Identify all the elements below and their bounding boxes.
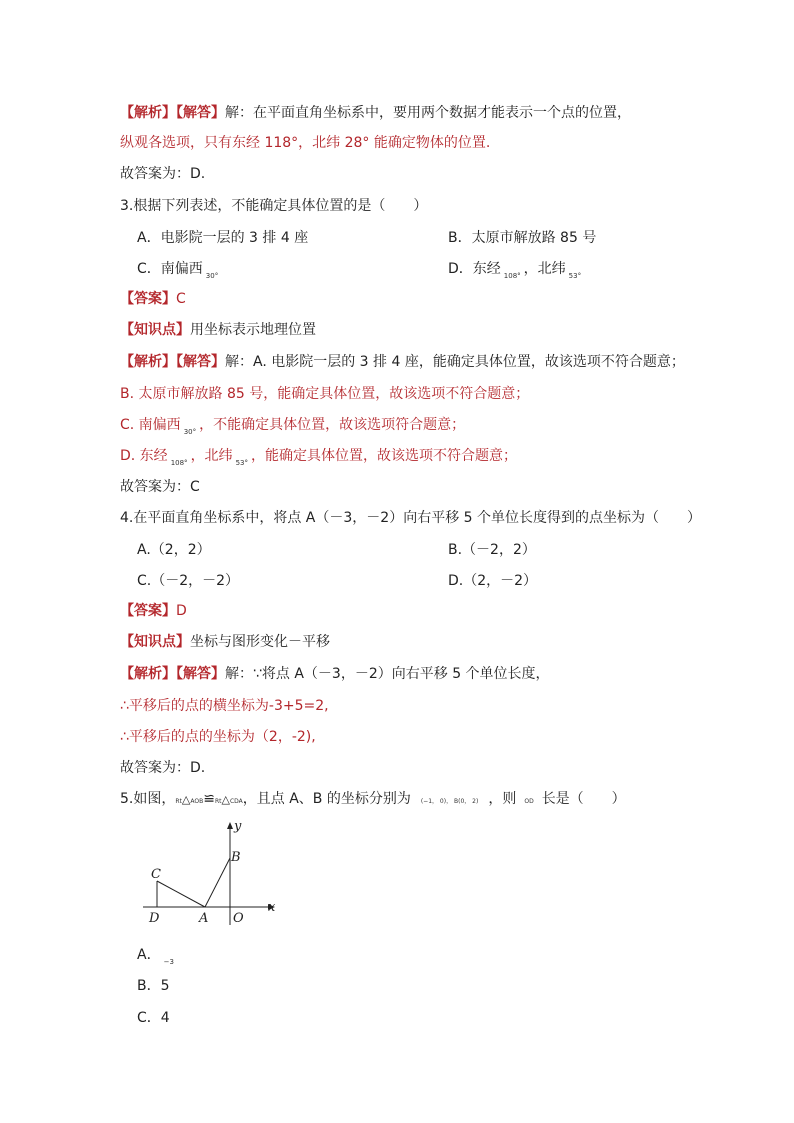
analysis-text: 解：在平面直角坐标系中，要用两个数据才能表示一个点的位置，: [225, 105, 631, 121]
point-c-label: C: [151, 867, 161, 882]
q2-final-answer: 故答案为：D.: [120, 166, 206, 182]
analysis-tag: 【解析】【解答】: [120, 105, 225, 121]
q4-knowledge: [120, 632, 330, 652]
q2-analysis-line-1: [120, 103, 631, 123]
point-d-label: D: [149, 911, 160, 926]
segment-ab: [205, 858, 230, 907]
q3-analysis-line-4: [120, 446, 517, 473]
option-d-mid: ，北纬: [523, 261, 566, 277]
q5-stem: [120, 789, 626, 812]
segment-od: OD: [524, 798, 534, 805]
q3-analysis-line-1: [120, 352, 685, 372]
stem-mid: ，且点 A、B 的坐标分别为: [242, 791, 411, 807]
answer-tag: 【答案】: [120, 291, 176, 307]
q4-option-b: B.（－2，2）: [448, 542, 536, 558]
analysis-c-suffix: ，不能确定具体位置，故该选项符合题意；: [199, 417, 466, 433]
knowledge-text: 用坐标表示地理位置: [190, 322, 316, 338]
answer-value: C: [176, 291, 186, 307]
point-a-label: A: [199, 911, 209, 926]
segment-ca: [157, 881, 205, 907]
analysis-d-prefix: D. 东经: [120, 448, 168, 464]
analysis-c-prefix: C. 南偏西: [120, 417, 181, 433]
q5-option-a: [137, 945, 177, 972]
triangle-cda: CDA: [229, 798, 243, 805]
q3-answer: [120, 289, 186, 309]
option-a-value: −3: [163, 958, 174, 966]
q4-option-d: D.（2，－2）: [448, 573, 538, 589]
stem-end: 长是（ ）: [541, 791, 626, 807]
coordinate-values: (−1， 0)， B(0， 2): [420, 798, 479, 805]
q3-option-a: A．电影院一层的 3 排 4 座: [137, 230, 309, 246]
q3-analysis-line-2: B. 太原市解放路 85 号，能确定具体位置，故该选项不符合题意；: [120, 386, 530, 402]
q5-option-b: B．5: [137, 978, 170, 994]
q4-analysis-line-3: ∴平移后的点的坐标为（2，-2),: [120, 729, 316, 745]
q4-option-a: A.（2，2）: [137, 542, 211, 558]
analysis-d-suffix: ，能确定具体位置，故该选项不符合题意；: [250, 448, 517, 464]
degree-value-2: 53°: [235, 459, 248, 467]
point-o-label: O: [233, 911, 244, 926]
knowledge-tag: 【知识点】: [120, 322, 190, 338]
rt-label-1: Rt: [175, 798, 182, 805]
degree-value-2: 53°: [568, 272, 582, 280]
y-axis-label: y: [234, 819, 242, 834]
option-c-text: C．南偏西: [137, 261, 203, 277]
q4-analysis-line-1: [120, 664, 550, 684]
knowledge-tag: 【知识点】: [120, 634, 190, 650]
q3-analysis-line-3: [120, 415, 465, 442]
stem-prefix: 5.如图，: [120, 791, 176, 807]
geometry-figure: [135, 818, 285, 928]
q3-option-b: B．太原市解放路 85 号: [448, 230, 597, 246]
q4-answer: [120, 601, 187, 621]
q5-option-c: C．4: [137, 1010, 170, 1026]
analysis-text: 解：A. 电影院一层的 3 排 4 座，能确定具体位置，故该选项不符合题意；: [225, 354, 685, 370]
knowledge-text: 坐标与图形变化－平移: [190, 634, 330, 650]
q4-stem: 4.在平面直角坐标系中，将点 A（－3，－2）向右平移 5 个单位长度得到的点坐标为（ ）: [120, 510, 702, 526]
degree-value-1: 108°: [503, 272, 521, 280]
degree-value: 30°: [183, 428, 197, 436]
q3-stem: 3.根据下列表述，不能确定具体位置的是（ ）: [120, 198, 428, 214]
stem-then: ，则: [488, 791, 517, 807]
answer-value: D: [176, 603, 187, 619]
x-axis-label: x: [268, 900, 276, 915]
analysis-tag: 【解析】【解答】: [120, 354, 225, 370]
degree-value: 30°: [205, 272, 219, 280]
q3-final-answer: 故答案为：C: [120, 479, 200, 495]
q3-knowledge: [120, 320, 316, 340]
answer-tag: 【答案】: [120, 603, 176, 619]
analysis-tag: 【解析】【解答】: [120, 666, 225, 682]
q3-option-c: [137, 259, 221, 286]
q3-option-d: [448, 259, 584, 286]
analysis-text: 解：∵将点 A（－3，－2）向右平移 5 个单位长度，: [225, 666, 550, 682]
congruent-symbol: ≌: [203, 791, 215, 807]
q2-analysis-line-2: 纵观各选项，只有东经 118°，北纬 28° 能确定物体的位置.: [120, 135, 491, 151]
y-axis-arrow: [227, 822, 233, 829]
option-d-prefix: D．东经: [448, 261, 501, 277]
degree-value-1: 108°: [170, 459, 188, 467]
triangle-aob: AOB: [190, 798, 204, 805]
q4-analysis-line-2: ∴平移后的点的横坐标为-3+5=2,: [120, 698, 329, 714]
rt-label-2: Rt: [214, 798, 222, 805]
triangle-symbol-1: △: [181, 793, 191, 806]
q4-option-c: C.（－2，－2）: [137, 573, 240, 589]
option-a-letter: A．: [137, 947, 161, 963]
point-b-label: B: [231, 850, 241, 865]
q4-final-answer: 故答案为：D.: [120, 760, 206, 776]
triangle-symbol-2: △: [221, 793, 230, 806]
analysis-d-mid: ，北纬: [190, 448, 233, 464]
